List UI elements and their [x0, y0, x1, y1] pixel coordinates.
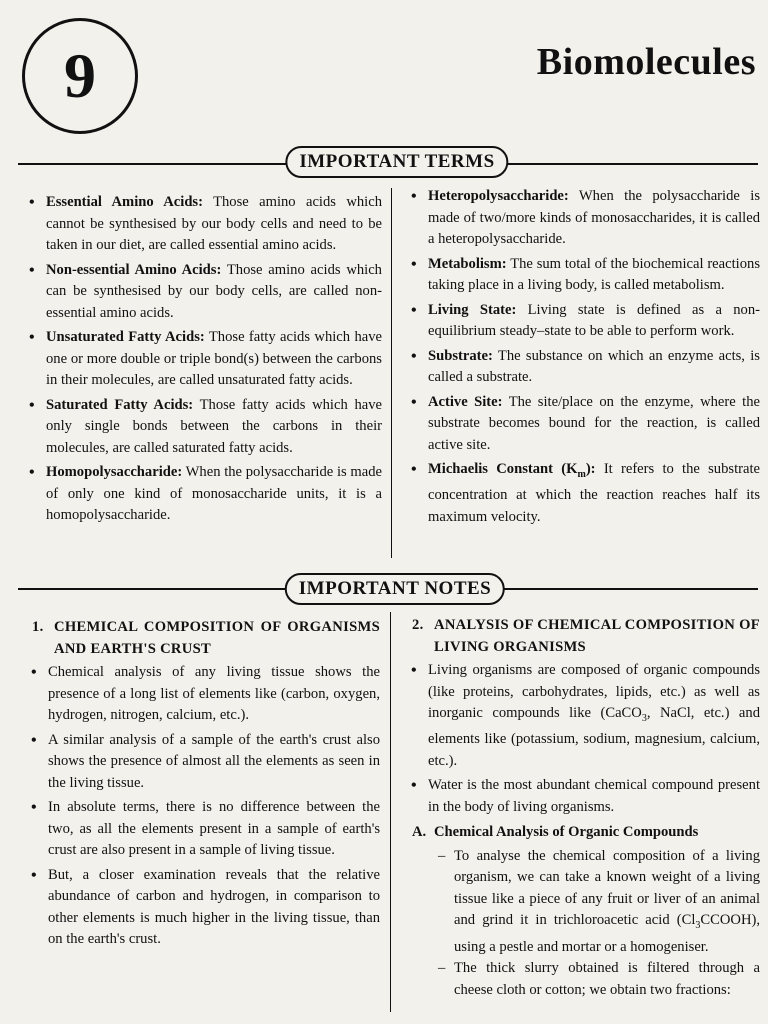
- term-definition: When the polysaccharide is made of only one kind of monosaccharide units, it is a homopolysaccharide.: [46, 464, 383, 523]
- term-label: Unsaturated Fatty Acids:: [46, 329, 205, 345]
- list-item: • But, a closer examination reveals that the relative abundance of carbon and hydrogen, in comparison to other elements is much higher in the living tissue, than on the earth's crust.: [30, 865, 380, 951]
- section-number: 1.: [32, 619, 44, 635]
- list-item: • In absolute terms, there is no difference between the two, as all the elements present in a sample of earth's crust are also present in a sample of living tissue.: [30, 797, 380, 862]
- list-item: – The thick slurry obtained is filtered through a cheese cloth or cotton; we obtain two fractions:: [438, 958, 760, 1001]
- subsection-title: Chemical Analysis of Organic Compounds: [434, 824, 699, 841]
- subsection-number: A.: [412, 824, 427, 841]
- section-title: CHEMICAL COMPOSITION OF ORGANISMS AND EARTH'S CRUST: [54, 619, 380, 657]
- terms-heading: IMPORTANT TERMS: [285, 146, 508, 178]
- term-item: [28, 395, 382, 460]
- notes-column-divider: [390, 612, 391, 1012]
- terms-left-column: [28, 192, 382, 530]
- section-number: 2.: [412, 617, 424, 633]
- notes-heading: IMPORTANT NOTES: [285, 573, 505, 605]
- term-item: [410, 186, 760, 251]
- term-label: Heteropolysaccharide:: [428, 188, 569, 204]
- list-item: • Water is the most abundant chemical compound present in the body of living organisms.: [410, 775, 760, 818]
- notes-right-column: [410, 615, 760, 1001]
- term-label: Saturated Fatty Acids:: [46, 396, 194, 413]
- section-2-heading: [410, 615, 760, 658]
- term-definition: Those fatty acids which have only single bonds between the carbons in their molecules, are called saturated fatty acids.: [46, 396, 382, 456]
- section-1-heading: [30, 617, 380, 660]
- term-item: [28, 327, 382, 392]
- term-definition: The site/place on the enzyme, where the substrate becomes bound for the reaction, is called active site.: [428, 393, 760, 453]
- term-definition: Living state is defined as a non-equilibrium steady–state to be able to perform work.: [428, 301, 760, 339]
- term-item: [28, 192, 382, 257]
- list-item: • A similar analysis of a sample of the earth's crust also shows the presence of almost all the elements as seen in the living tissue.: [30, 730, 380, 795]
- notes-left-column: [30, 617, 380, 954]
- list-item: – To analyse the chemical composition of a living organism, we can take a known weight of a living tissue like a piece of any fruit or liver of an animal and grind it in trichloroacetic acid $(Cl_3CCOOH)$, using a pestle and mortar or a homogeniser.: [438, 846, 760, 958]
- term-label: Active Site:: [428, 393, 503, 410]
- term-label: Essential Amino Acids:: [46, 194, 203, 210]
- term-definition: When the polysaccharide is made of two/more kinds of monosaccharides, it is called a heteropolysaccharide.: [428, 188, 760, 247]
- list-item: • Living organisms are composed of organic compounds (like proteins, carbohydrates, lipids, etc.) as well as inorganic compounds like (CaCO$_3$, NaCl, etc.) and elements like (potassium, sodium, magnesium, calcium, etc.).: [410, 660, 760, 772]
- column-divider: [391, 188, 392, 558]
- chapter-number: 9: [22, 18, 138, 134]
- term-definition: Those amino acids which can be synthesised by our body cells, are called non-essential amino acids.: [46, 261, 382, 321]
- terms-right-column: [410, 186, 760, 531]
- term-definition: Those fatty acids which have one or more double or triple bond(s) between the carbons in their molecules, are called unsaturated fatty acids.: [46, 329, 382, 388]
- term-label: Michaelis Constant (K: [428, 461, 578, 477]
- term-label: Homopolysaccharide:: [46, 464, 183, 480]
- term-definition: The substance on which an enzyme acts, is called a substrate.: [428, 347, 760, 385]
- section-title: ANALYSIS OF CHEMICAL COMPOSITION OF LIVING ORGANISMS: [434, 617, 760, 655]
- term-item: [410, 392, 760, 457]
- term-definition: The sum total of the biochemical reactions taking place in a living body, is called metabolism.: [428, 255, 761, 293]
- list-item: • Chemical analysis of any living tissue shows the presence of a long list of elements like (carbon, oxygen, hydrogen, nitrogen, calcium, etc.).: [30, 662, 380, 727]
- term-item: • Michaelis Constant $(K_m)$: It refers to the substrate concentration at which the reaction reaches half its maximum velocity.: [410, 459, 760, 528]
- term-item: [28, 260, 382, 325]
- term-item: [410, 300, 760, 343]
- term-item: [410, 254, 760, 297]
- subsection-a-heading: [410, 822, 760, 844]
- chapter-title: Biomolecules: [536, 41, 756, 83]
- term-item: [28, 462, 382, 527]
- term-label: Living State:: [428, 301, 517, 318]
- term-label: Metabolism:: [428, 255, 507, 272]
- term-definition: Those amino acids which cannot be synthesised by our body cells and need to be taken in our diet, are called essential amino acids.: [46, 194, 382, 253]
- term-item: [410, 346, 760, 389]
- term-label: Substrate:: [428, 347, 493, 364]
- term-label: Non-essential Amino Acids:: [46, 261, 222, 278]
- term-definition: It refers to the substrate concentration at which the reaction reaches half its maximum velocity.: [428, 461, 761, 525]
